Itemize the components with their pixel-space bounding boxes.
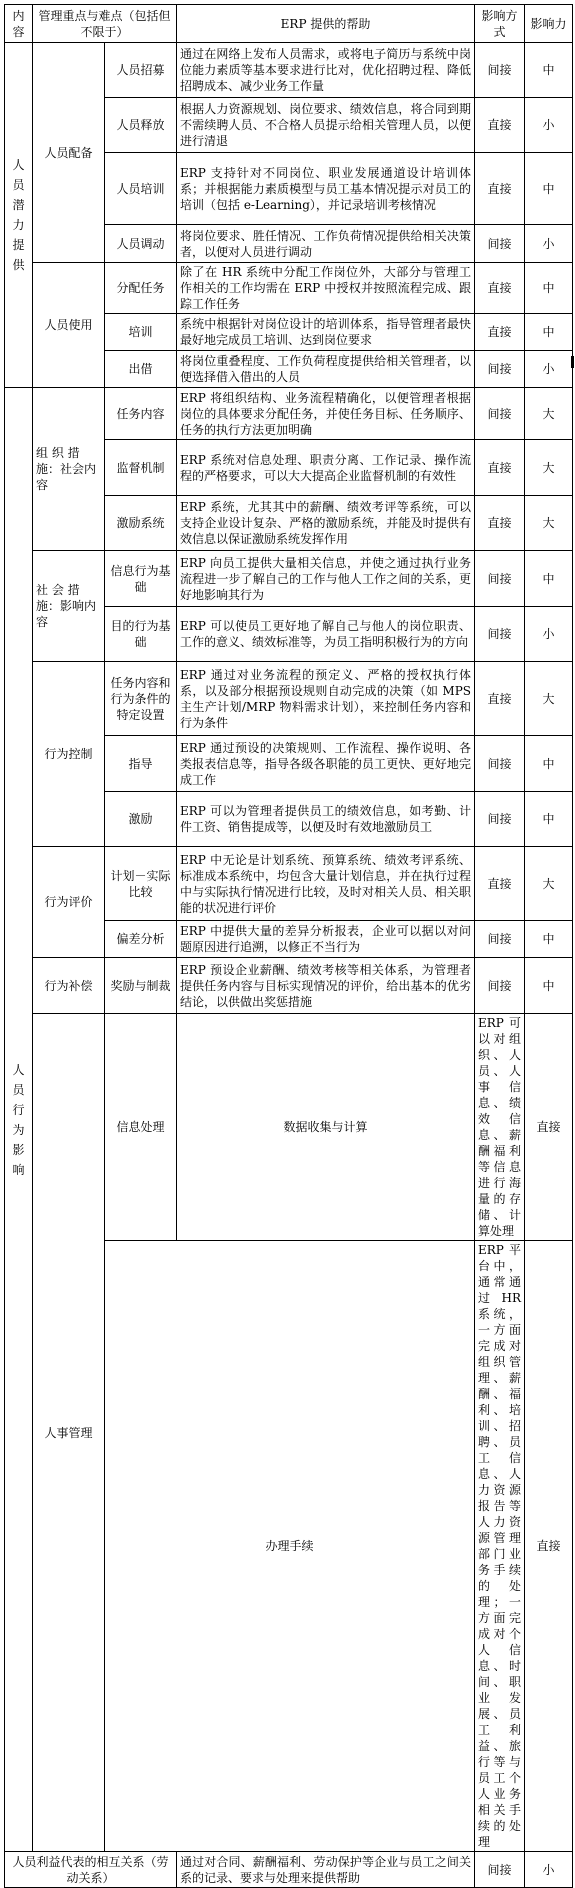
header-content: 内容 [5,5,33,43]
row-power: 中 [525,792,573,847]
row-item: 偏差分析 [105,921,177,958]
table-row [5,958,573,1014]
table-row [5,1014,573,1241]
erp-help-table [4,4,573,1888]
header-impact-power: 影响力 [525,5,573,43]
group-label: 办理手续 [105,1241,475,1852]
row-power: 小 [525,351,573,388]
row-mode: 间接 [475,607,525,662]
row-desc: ERP 预设企业薪酬、绩效考核等相关体系，为管理者提供任务内容与目标实现情况的评价，给出基本的优劣结论，以供做出奖惩措施 [177,958,475,1014]
table-header-row [5,5,573,43]
row-item: 出借 [105,351,177,388]
row-item: 任务内容和行为条件的特定设置 [105,662,177,736]
row-desc: 将岗位重叠程度、工作负荷程度提供给相关管理者，以便选择借入借出的人员 [177,351,475,388]
row-desc: ERP 通过对业务流程的预定义、严格的授权执行体系，以及部分根据预设规则自动完成的决策（如 MPS 主生产计划/MRP 物料需求计划），来控制任务内容和行为条件 [177,662,475,736]
table-row [5,43,573,98]
row-power: 中 [525,314,573,351]
row-power: 小 [525,1852,573,1888]
table-row [5,263,573,314]
row-mode: 直接 [475,153,525,225]
row-item: 激励系统 [105,496,177,551]
row-mode: 间接 [475,225,525,263]
row-power: 中 [525,43,573,98]
row-mode: 间接 [475,792,525,847]
row-power: 大 [525,440,573,496]
group-label: 人员使用 [33,263,105,388]
row-item: 目的行为基础 [105,607,177,662]
row-desc: ERP 中无论是计划系统、预算系统、绩效考评系统、标准成本系统中，均包含大量计划信息，并在执行过程中与实际执行情况进行比较，及时对相关人员、相关职能的状况进行评价 [177,847,475,921]
row-desc: ERP 支持针对不同岗位、职业发展通道设计培训体系；并根据能力素质模型与员工基本情况提示对员工的培训（包括 e-Learning），并记录培训考核情况 [177,153,475,225]
table-row [5,551,573,607]
group-label: 人员配备 [33,43,105,263]
row-mode: 直接 [475,263,525,314]
table-row [5,662,573,736]
row-mode: 间接 [475,43,525,98]
row-power: 大 [525,662,573,736]
group-label: 行为补偿 [33,958,105,1014]
row-mode: 直接 [475,496,525,551]
row-item: 任务内容 [105,388,177,440]
group-label: 社 会 措施：影响内容 [33,551,105,662]
row-power: 中 [525,263,573,314]
header-impact-mode: 影响方式 [475,5,525,43]
row-power: 小 [525,98,573,153]
group-label: 人员利益代表的相互关系（劳动关系） [5,1852,177,1888]
section-label: 人员潜力提供 [5,43,33,388]
row-mode: 间接 [475,351,525,388]
group-label: 组 织 措施：社会内容 [33,388,105,551]
group-label: 信息处理 [105,1014,177,1241]
row-item: 人员招募 [105,43,177,98]
row-mode: 间接 [475,958,525,1014]
row-desc: ERP 向员工提供大量相关信息，并使之通过执行业务流程进一步了解自己的工作与他人工作之间的关系，更好地影响其行为 [177,551,475,607]
section-label: 人员行为影响 [5,388,33,1852]
row-power: 大 [525,496,573,551]
row-mode: 直接 [525,1014,573,1241]
row-mode: 直接 [475,662,525,736]
row-mode: 直接 [525,1241,573,1852]
row-desc: 通过在网络上发布人员需求，或将电子简历与系统中岗位能力素质等基本要求进行比对，优化招聘过程、降低招聘成本、减少业务工作量 [177,43,475,98]
row-power: 大 [525,388,573,440]
edge-mark [571,356,574,368]
row-mode: 间接 [475,551,525,607]
row-item: 人员释放 [105,98,177,153]
row-power: 中 [525,551,573,607]
row-mode: 直接 [475,98,525,153]
row-desc: ERP 系统，尤其其中的薪酬、绩效考评等系统，可以支持企业设计复杂、严格的激励系统，并能及时提供有效信息以保证激励系统发挥作用 [177,496,475,551]
row-power: 中 [525,921,573,958]
row-item: 监督机制 [105,440,177,496]
row-power: 小 [525,607,573,662]
row-item: 人员培训 [105,153,177,225]
row-desc: ERP 平台中，通常通过 HR 系统，一方面完成对组织管理、薪酬、福利、培训、招聘、员工信息、人力资源报告等人力资源管理部门业务手续的处理；一方面完成对个人信息、时间、职业发展、员工利益、旅行等与员工个人业务相关手续的处理 [475,1241,525,1852]
row-item: 奖励与制裁 [105,958,177,1014]
erp-help-table-container [4,4,573,1888]
group-label: 行为评价 [33,847,105,958]
row-item: 人员调动 [105,225,177,263]
row-desc: ERP 中提供大量的差异分析报表，企业可以据以对问题原因进行追溯，以修正不当行为 [177,921,475,958]
row-mode: 间接 [475,736,525,792]
row-desc: ERP 可以为管理者提供员工的绩效信息，如考勤、计件工资、销售提成等，以便及时有效地激励员工 [177,792,475,847]
row-mode: 间接 [475,388,525,440]
table-row [5,388,573,440]
row-item: 激励 [105,792,177,847]
header-key-points: 管理重点与难点（包括但不限于） [33,5,177,43]
row-power: 大 [525,847,573,921]
row-desc: 根据人力资源规划、岗位要求、绩效信息，将合同到期不需续聘人员、不合格人员提示给相关管理人员，以便进行清退 [177,98,475,153]
row-item: 数据收集与计算 [177,1014,475,1241]
row-desc: ERP 可以对组织、人员、人事信息、绩效信息、薪酬福利等信息进行海量的存储、计算处理 [475,1014,525,1241]
table-row [5,1852,573,1888]
header-erp-help: ERP 提供的帮助 [177,5,475,43]
row-desc: ERP 通过预设的决策规则、工作流程、操作说明、各类报表信息等，指导各级各职能的员工更快、更好地完成工作 [177,736,475,792]
row-mode: 直接 [475,847,525,921]
row-mode: 间接 [475,921,525,958]
row-item: 培训 [105,314,177,351]
row-item: 分配任务 [105,263,177,314]
row-power: 中 [525,958,573,1014]
row-desc: 除了在 HR 系统中分配工作岗位外，大部分与管理工作相关的工作均需在 ERP 中授权并按照流程完成、跟踪工作任务 [177,263,475,314]
row-desc: ERP 系统对信息处理、职责分离、工作记录、操作流程的严格要求，可以大大提高企业监督机制的有效性 [177,440,475,496]
row-power: 小 [525,225,573,263]
row-power: 中 [525,736,573,792]
row-desc: ERP 可以使员工更好地了解自己与他人的岗位职责、工作的意义、绩效标准等，为员工指明积极行为的方向 [177,607,475,662]
row-desc: 通过对合同、薪酬福利、劳动保护等企业与员工之间关系的记录、要求与处理来提供帮助 [177,1852,475,1888]
row-item: 计划－实际比较 [105,847,177,921]
row-power: 中 [525,153,573,225]
row-desc: ERP 将组织结构、业务流程精确化，以便管理者根据岗位的具体要求分配任务，并使任务目标、任务顺序、任务的执行方法更加明确 [177,388,475,440]
row-desc: 将岗位要求、胜任情况、工作负荷情况提供给相关决策者，以便对人员进行调动 [177,225,475,263]
row-mode: 直接 [475,440,525,496]
row-desc: 系统中根据针对岗位设计的培训体系，指导管理者最快最好地完成员工培训、达到岗位要求 [177,314,475,351]
row-mode: 直接 [475,314,525,351]
row-item: 指导 [105,736,177,792]
row-mode: 间接 [475,1852,525,1888]
row-item: 信息行为基础 [105,551,177,607]
section-label: 人事管理 [33,1014,105,1852]
table-row [5,847,573,921]
group-label: 行为控制 [33,662,105,847]
